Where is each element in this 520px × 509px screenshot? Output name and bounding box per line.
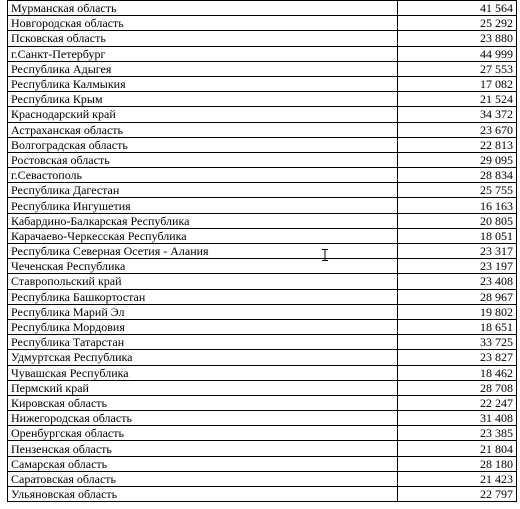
table-row — [8, 274, 517, 289]
region-name-cell: Республика Ингушетия — [8, 198, 398, 213]
region-value-cell: 18 462 — [398, 365, 517, 380]
region-value-cell: 21 804 — [398, 441, 517, 456]
region-name-cell: Республика Дагестан — [8, 183, 398, 198]
region-name-cell: Ставропольский край — [8, 274, 398, 289]
table-row — [8, 61, 517, 76]
table-row — [8, 46, 517, 61]
region-value-cell: 23 408 — [398, 274, 517, 289]
table-row — [8, 335, 517, 350]
region-value-cell: 23 880 — [398, 31, 517, 46]
region-value-cell: 22 247 — [398, 395, 517, 410]
region-name-cell: Республика Северная Осетия - Алания — [8, 244, 398, 259]
table-row — [8, 319, 517, 334]
region-name-cell: Республика Мордовия — [8, 319, 398, 334]
region-name-cell: Нижегородская область — [8, 411, 398, 426]
table-row — [8, 350, 517, 365]
region-name-cell: Оренбургская область — [8, 426, 398, 441]
region-value-cell: 28 708 — [398, 380, 517, 395]
region-name-cell: Республика Крым — [8, 92, 398, 107]
region-name-cell: Самарская область — [8, 456, 398, 471]
region-value-cell: 25 292 — [398, 16, 517, 31]
region-value-cell: 23 317 — [398, 244, 517, 259]
region-name-cell: Республика Башкортостан — [8, 289, 398, 304]
table-row — [8, 426, 517, 441]
table-row — [8, 365, 517, 380]
region-value-cell: 28 967 — [398, 289, 517, 304]
region-value-cell: 22 813 — [398, 137, 517, 152]
table-row — [8, 213, 517, 228]
region-value-cell: 28 180 — [398, 456, 517, 471]
region-value-cell: 27 553 — [398, 61, 517, 76]
table-row — [8, 168, 517, 183]
region-name-cell: Волгоградская область — [8, 137, 398, 152]
region-value-cell: 44 999 — [398, 46, 517, 61]
region-name-cell: Республика Марий Эл — [8, 304, 398, 319]
region-value-cell: 29 095 — [398, 152, 517, 167]
region-value-cell: 17 082 — [398, 76, 517, 91]
table-body — [8, 1, 517, 502]
region-value-cell: 18 051 — [398, 228, 517, 243]
region-value-cell: 28 834 — [398, 168, 517, 183]
region-name-cell: Республика Татарстан — [8, 335, 398, 350]
table-row — [8, 1, 517, 16]
region-name-cell: Чувашская Республика — [8, 365, 398, 380]
region-value-cell: 34 372 — [398, 107, 517, 122]
region-value-cell: 23 827 — [398, 350, 517, 365]
region-name-cell: Республика Калмыкия — [8, 76, 398, 91]
table-row — [8, 244, 517, 259]
table-row — [8, 380, 517, 395]
table-row — [8, 259, 517, 274]
region-value-cell: 21 524 — [398, 92, 517, 107]
region-name-cell: Мурманская область — [8, 1, 398, 16]
region-value-cell: 18 651 — [398, 319, 517, 334]
table-row — [8, 198, 517, 213]
region-value-table — [7, 0, 517, 502]
region-value-cell: 23 197 — [398, 259, 517, 274]
region-name-cell: Ростовская область — [8, 152, 398, 167]
region-name-cell: Ульяновская область — [8, 487, 398, 502]
region-value-cell: 41 564 — [398, 1, 517, 16]
region-name-cell: г.Санкт-Петербург — [8, 46, 398, 61]
region-name-cell: Саратовская область — [8, 471, 398, 486]
table-row — [8, 228, 517, 243]
region-value-cell: 21 423 — [398, 471, 517, 486]
region-value-cell: 25 755 — [398, 183, 517, 198]
table-row — [8, 92, 517, 107]
region-name-cell: Чеченская Республика — [8, 259, 398, 274]
region-name-cell: Новгородская область — [8, 16, 398, 31]
table-row — [8, 152, 517, 167]
region-table-container — [7, 0, 516, 502]
region-name-cell: Карачаево-Черкесская Республика — [8, 228, 398, 243]
region-value-cell: 23 385 — [398, 426, 517, 441]
region-name-cell: Астраханская область — [8, 122, 398, 137]
table-row — [8, 304, 517, 319]
region-name-cell: Псковская область — [8, 31, 398, 46]
table-row — [8, 76, 517, 91]
table-row — [8, 31, 517, 46]
region-name-cell: Пензенская область — [8, 441, 398, 456]
table-row — [8, 122, 517, 137]
region-value-cell: 16 163 — [398, 198, 517, 213]
region-value-cell: 33 725 — [398, 335, 517, 350]
region-name-cell: Краснодарский край — [8, 107, 398, 122]
table-row — [8, 137, 517, 152]
region-value-cell: 22 797 — [398, 487, 517, 502]
region-name-cell: Удмуртская Республика — [8, 350, 398, 365]
region-name-cell: г.Севастополь — [8, 168, 398, 183]
table-row — [8, 107, 517, 122]
table-row — [8, 487, 517, 502]
region-name-cell: Кабардино-Балкарская Республика — [8, 213, 398, 228]
table-row — [8, 183, 517, 198]
region-value-cell: 31 408 — [398, 411, 517, 426]
region-value-cell: 20 805 — [398, 213, 517, 228]
table-row — [8, 471, 517, 486]
region-name-cell: Кировская область — [8, 395, 398, 410]
table-row — [8, 395, 517, 410]
table-row — [8, 16, 517, 31]
table-row — [8, 456, 517, 471]
region-name-cell: Пермский край — [8, 380, 398, 395]
region-name-cell: Республика Адыгея — [8, 61, 398, 76]
table-row — [8, 441, 517, 456]
region-value-cell: 23 670 — [398, 122, 517, 137]
region-value-cell: 19 802 — [398, 304, 517, 319]
table-row — [8, 411, 517, 426]
table-row — [8, 289, 517, 304]
